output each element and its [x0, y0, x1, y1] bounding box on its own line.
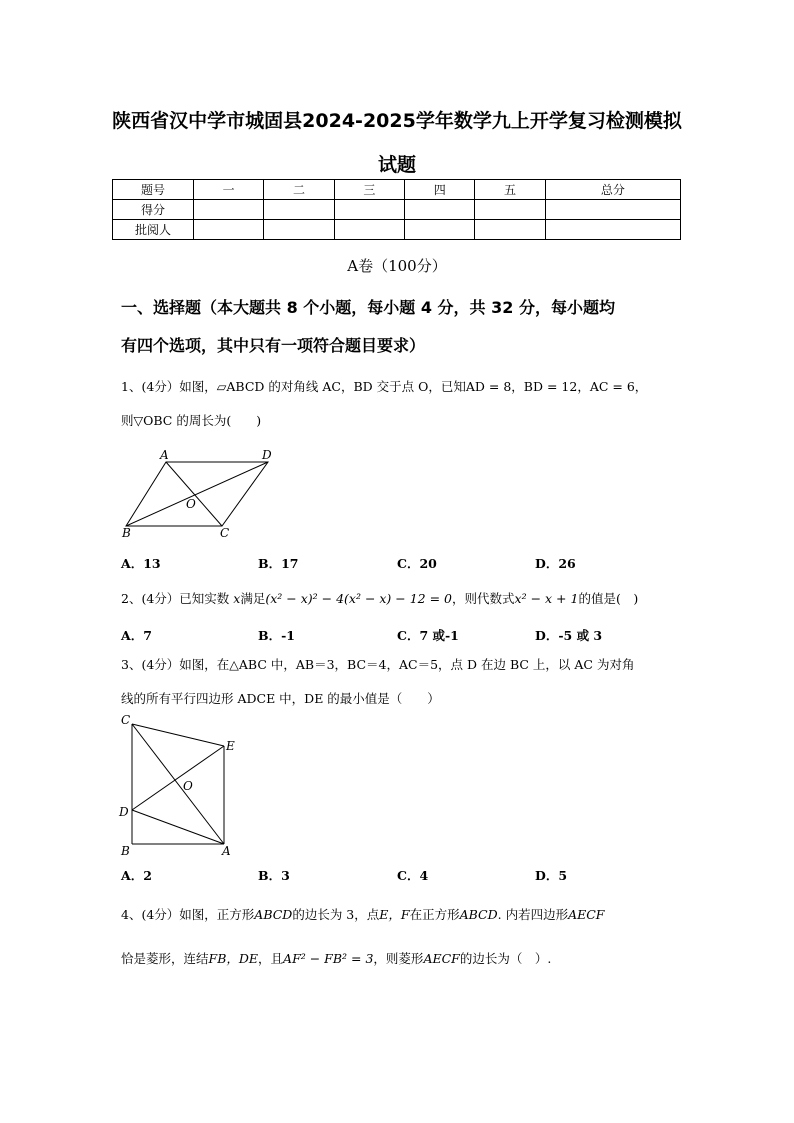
table-cell: 三 — [334, 180, 404, 200]
table-row — [113, 180, 681, 200]
label-o: O — [183, 779, 193, 793]
table-cell[interactable] — [264, 220, 334, 240]
table-cell[interactable] — [264, 200, 334, 220]
label-o: O — [186, 497, 196, 511]
question-2: 2、(4分）已知实数 x满足(x² − x)² − 4(x² − x) − 12 = 0，则代数式x² − x + 1的值是( ) — [121, 591, 639, 606]
label-a: A — [222, 844, 231, 858]
option-a[interactable]: A．2 — [121, 868, 152, 883]
section-heading-line2: 有四个选项，其中只有一项符合题目要求） — [121, 336, 426, 355]
table-cell: 批阅人 — [113, 220, 194, 240]
table-cell: 二 — [264, 180, 334, 200]
table-cell[interactable] — [194, 220, 264, 240]
table-cell[interactable] — [334, 220, 404, 240]
question-4-line1: 4、(4分）如图，正方形ABCD的边长为 3，点E，F在正方形ABCD. 内若四边形AECF — [121, 907, 605, 922]
question-3 — [121, 648, 681, 716]
score-table — [112, 179, 681, 240]
question-1 — [121, 370, 681, 438]
parallelogram-figure — [118, 446, 278, 542]
table-cell[interactable] — [545, 220, 680, 240]
question-4 — [121, 893, 681, 981]
table-cell: 四 — [405, 180, 475, 200]
question-3-line2: 线的所有平行四边形 ADCE 中，DE 的最小值是（ ） — [121, 691, 440, 706]
table-cell[interactable] — [475, 220, 545, 240]
table-cell[interactable] — [475, 200, 545, 220]
option-d[interactable]: D．26 — [535, 556, 576, 571]
question-3-line1: 3、(4分）如图，在△ABC 中，AB＝3，BC＝4，AC＝5，点 D 在边 BC 上，以 AC 为对角 — [121, 657, 635, 672]
table-cell[interactable] — [334, 200, 404, 220]
option-c[interactable]: C．7 或-1 — [397, 628, 459, 643]
option-a[interactable]: A．13 — [121, 556, 161, 571]
table-cell: 一 — [194, 180, 264, 200]
question-1-line1: 1、(4分）如图，▱ABCD 的对角线 AC，BD 交于点 O，已知AD = 8，BD = 12，AC = 6， — [121, 379, 648, 394]
table-cell: 得分 — [113, 200, 194, 220]
question-1-line2: 则▽OBC 的周长为( ) — [121, 413, 262, 428]
label-b: B — [121, 844, 130, 858]
section-heading — [121, 289, 681, 365]
table-cell[interactable] — [405, 220, 475, 240]
option-d[interactable]: D．5 — [535, 868, 568, 883]
option-a[interactable]: A．7 — [121, 628, 152, 643]
option-c[interactable]: C．4 — [397, 868, 429, 883]
question-4-line2: 恰是菱形，连结FB，DE，且AF² − FB² = 3，则菱形AECF的边长为（ ）. — [121, 951, 552, 966]
option-d[interactable]: D．-5 或 3 — [535, 628, 603, 643]
table-cell[interactable] — [194, 200, 264, 220]
label-d: D — [262, 448, 272, 462]
table-cell[interactable] — [545, 200, 680, 220]
label-d: D — [119, 805, 129, 819]
table-cell: 总分 — [545, 180, 680, 200]
table-row — [113, 200, 681, 220]
label-c: C — [121, 713, 131, 727]
page-title-line2: 试题 — [377, 154, 416, 176]
option-b[interactable]: B．17 — [258, 556, 299, 571]
option-b[interactable]: B．-1 — [258, 628, 295, 643]
label-e: E — [226, 739, 235, 753]
volume-label: A卷（100分） — [347, 257, 447, 275]
option-b[interactable]: B．3 — [258, 868, 290, 883]
table-cell: 五 — [475, 180, 545, 200]
rectangle-figure — [116, 712, 246, 860]
label-a: A — [160, 448, 169, 462]
label-b: B — [122, 526, 131, 540]
section-heading-line1: 一、选择题（本大题共 8 个小题，每小题 4 分，共 32 分，每小题均 — [121, 298, 615, 317]
table-cell: 题号 — [113, 180, 194, 200]
table-row — [113, 220, 681, 240]
label-c: C — [220, 526, 230, 540]
option-c[interactable]: C．20 — [397, 556, 437, 571]
page-title: 陕西省汉中学市城固县2024-2025学年数学九上开学复习检测模拟 — [112, 110, 682, 132]
table-cell[interactable] — [405, 200, 475, 220]
